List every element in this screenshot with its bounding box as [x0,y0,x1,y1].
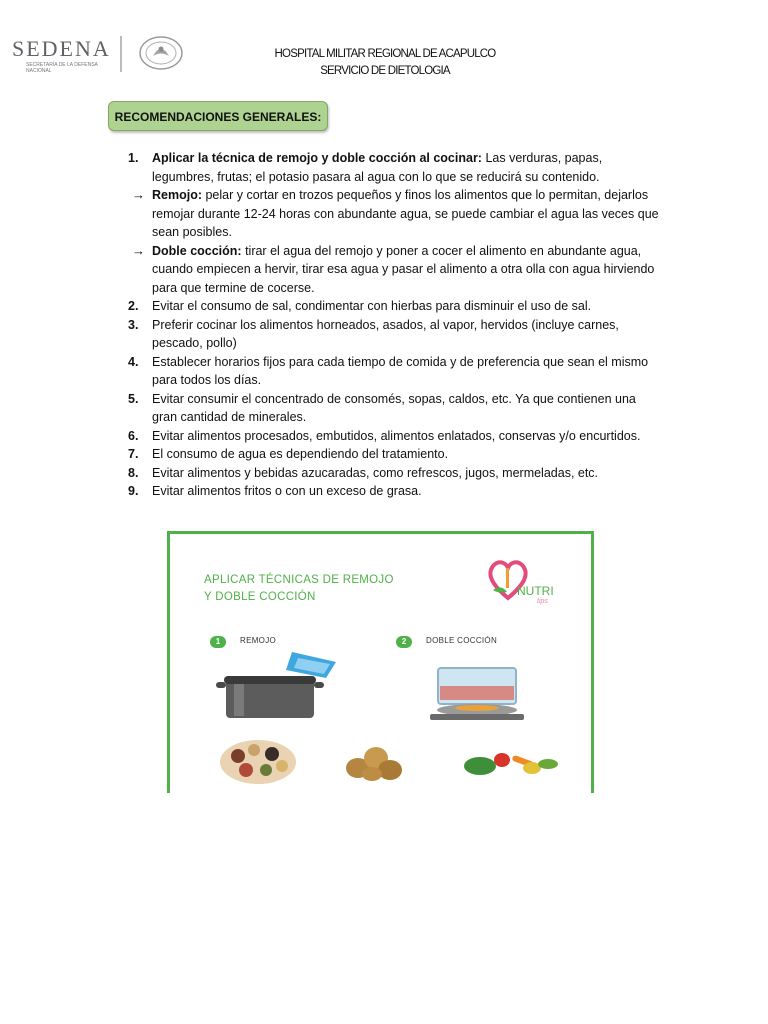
list-number: 7. [128,447,139,461]
pot-icon [214,644,344,724]
boiling-pot-icon [422,656,532,736]
list-item-text: Evitar alimentos procesados, embutidos, alimentos enlatados, conservas y/o encurtidos. [152,428,641,443]
list-number: 3. [128,317,139,332]
section-title: RECOMENDACIONES GENERALES: [108,101,328,131]
list-item-text: Evitar alimentos fritos o con un exceso de grasa. [152,484,422,498]
list-item-heading: Doble cocción: [152,243,242,258]
nutritips-logo [483,554,573,614]
step-number-icon: 1 [210,636,226,648]
sedena-wordmark: SEDENA [12,36,111,61]
logo-divider [120,36,122,72]
potatoes-icon [344,742,404,782]
vegetables-icon [462,746,562,780]
list-item-text: El consumo de agua es dependiendo del tratamiento. [152,447,449,461]
infographic [167,531,594,793]
list-item [0,242,662,298]
service-name: SERVICIO DE DIETOLOGIA [320,65,450,77]
list-item-text: Evitar alimentos y bebidas azucaradas, como refrescos, jugos, mermeladas, etc. [152,465,599,480]
list-number: 5. [128,391,139,406]
list-item [0,445,662,464]
list-item [0,297,662,316]
list-item [0,427,662,446]
hospital-name: HOSPITAL MILITAR REGIONAL DE ACAPULCO [274,48,496,60]
list-number: 8. [128,465,139,480]
list-item [0,316,662,353]
sedena-subtitle: SECRETARÍA DE LA DEFENSA NACIONAL [26,62,98,74]
mexico-seal-icon [138,36,184,70]
list-item-text: Preferir cocinar los alimentos horneados, asados, al vapor, hervidos (incluye carnes, pescado, pollo) [152,317,619,350]
list-item-text: tirar el agua del remojo y poner a cocer el alimento en abundante agua, cuando empiecen a hervir, tirar esa agua y pasar el alimento a otra olla con agua hirviendo para que termine de cocerse. [152,243,655,295]
list-number: 1. [128,151,139,165]
nutritips-sub: tips [537,598,548,605]
list-number: 6. [128,428,139,443]
list-item-heading: Remojo: [152,188,202,202]
step-remojo-label: REMOJO [240,636,277,645]
arrow-icon: → [132,187,145,202]
step-number-icon: 2 [396,636,412,648]
list-item [0,390,662,427]
list-number: 4. [128,354,139,369]
list-item-text: pelar y cortar en trozos pequeños y finos los alimentos que lo permitan, dejarlos remojar durante 12-24 horas con abundante agua, se puede cambiar el agua las veces que sean posibles. [152,188,659,239]
recommendation-list [0,149,768,501]
sedena-logo [12,36,192,76]
list-item-text: Las verduras, papas, legumbres, frutas; el potasio pasara al agua con lo que se reducirá su contenido. [152,151,603,184]
list-item-text: Establecer horarios fijos para cada tiempo de comida y de preferencia que sean el mismo para todos los días. [152,354,649,387]
list-item-text: Evitar el consumo de sal, condimentar con hierbas para disminuir el uso de sal. [152,299,592,313]
nutritips-brand: NUTRI [517,584,554,598]
infographic-title-line1: APLICAR TÉCNICAS DE REMOJO [204,574,394,586]
list-item [0,482,662,501]
arrow-icon: → [132,242,145,258]
legumes-icon [218,738,298,786]
list-number: 9. [128,484,139,498]
infographic-title-line2: Y DOBLE COCCIÓN [204,591,316,603]
document-header [230,46,540,80]
list-item [0,149,662,186]
list-number: 2. [128,299,139,313]
list-item [0,353,662,390]
list-item [0,464,662,483]
list-item-heading: Aplicar la técnica de remojo y doble cocción al cocinar: [152,151,482,165]
step-doble-coccion-label: DOBLE COCCIÓN [426,636,498,645]
list-item [0,186,662,242]
list-item-text: Evitar consumir el concentrado de consomés, sopas, caldos, etc. Ya que contienen una gran cantidad de minerales. [152,391,636,424]
infographic-title [204,572,424,606]
